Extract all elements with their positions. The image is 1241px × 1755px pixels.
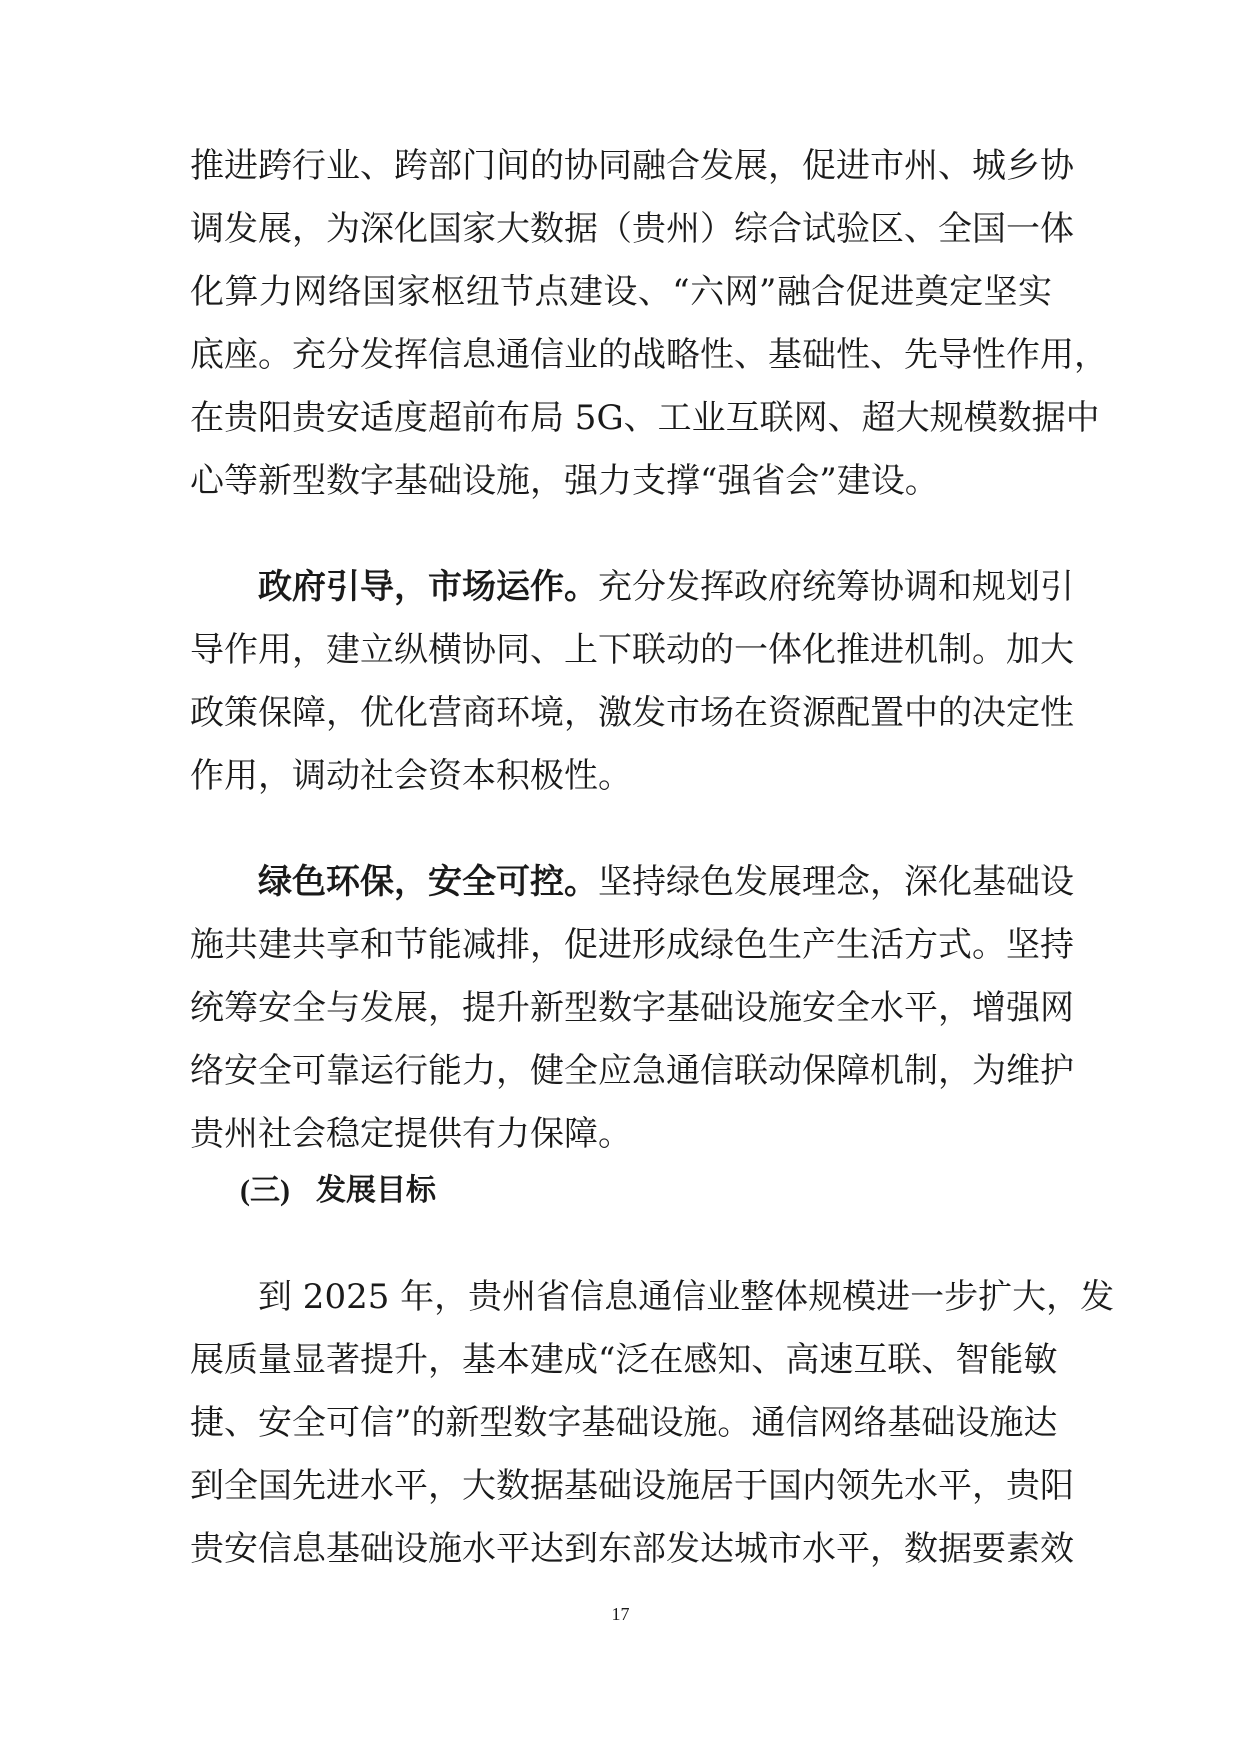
paragraph-line: 贵安信息基础设施水平达到东部发达城市水平，数据要素效: [190, 1529, 1074, 1569]
paragraph-text: 充分发挥政府统筹协调和规划引: [598, 567, 1074, 607]
paragraph-line: 统筹安全与发展，提升新型数字基础设施安全水平，增强网: [190, 988, 1074, 1028]
paragraph-line: 到全国先进水平，大数据基础设施居于国内领先水平，贵阳: [190, 1466, 1074, 1506]
section-number: (三): [240, 1174, 290, 1207]
paragraph-text: 坚持绿色发展理念，深化基础设: [598, 862, 1074, 902]
paragraph-line: 政策保障，优化营商环境，激发市场在资源配置中的决定性: [190, 693, 1074, 733]
paragraph-line: [258, 857, 1074, 907]
paragraph-line: 展质量显著提升，基本建成“泛在感知、高速互联、智能敏: [190, 1340, 1058, 1380]
paragraph-line: 推进跨行业、跨部门间的协同融合发展，促进市州、城乡协: [190, 146, 1074, 186]
page-number: 17: [611, 1604, 630, 1624]
paragraph-line: 到 2025 年，贵州省信息通信业整体规模进一步扩大，发: [258, 1277, 1115, 1317]
paragraph-line: 贵州社会稳定提供有力保障。: [190, 1114, 632, 1154]
paragraph-line: 导作用，建立纵横协同、上下联动的一体化推进机制。加大: [190, 630, 1074, 670]
paragraph-lead: 政府引导，市场运作。: [258, 567, 598, 607]
paragraph-line: 捷、安全可信”的新型数字基础设施。通信网络基础设施达: [190, 1403, 1058, 1443]
section-heading: [240, 1166, 436, 1216]
paragraph-line: 调发展，为深化国家大数据（贵州）综合试验区、全国一体: [190, 209, 1074, 249]
section-title: 发展目标: [315, 1173, 436, 1208]
paragraph-line: 施共建共享和节能减排，促进形成绿色生产生活方式。坚持: [190, 925, 1074, 965]
paragraph-line: 心等新型数字基础设施，强力支撑“强省会”建设。: [190, 461, 939, 501]
paragraph-line: 底座。充分发挥信息通信业的战略性、基础性、先导性作用，: [190, 335, 1108, 375]
paragraph-lead: 绿色环保，安全可控。: [258, 862, 598, 902]
paragraph-line: [258, 562, 1074, 612]
paragraph-line: 化算力网络国家枢纽节点建设、“六网”融合促进奠定坚实: [190, 272, 1052, 312]
paragraph-line: 作用，调动社会资本积极性。: [190, 756, 632, 796]
paragraph-line: 络安全可靠运行能力，健全应急通信联动保障机制，为维护: [190, 1051, 1074, 1091]
paragraph-line: 在贵阳贵安适度超前布局 5G、工业互联网、超大规模数据中: [190, 398, 1100, 438]
